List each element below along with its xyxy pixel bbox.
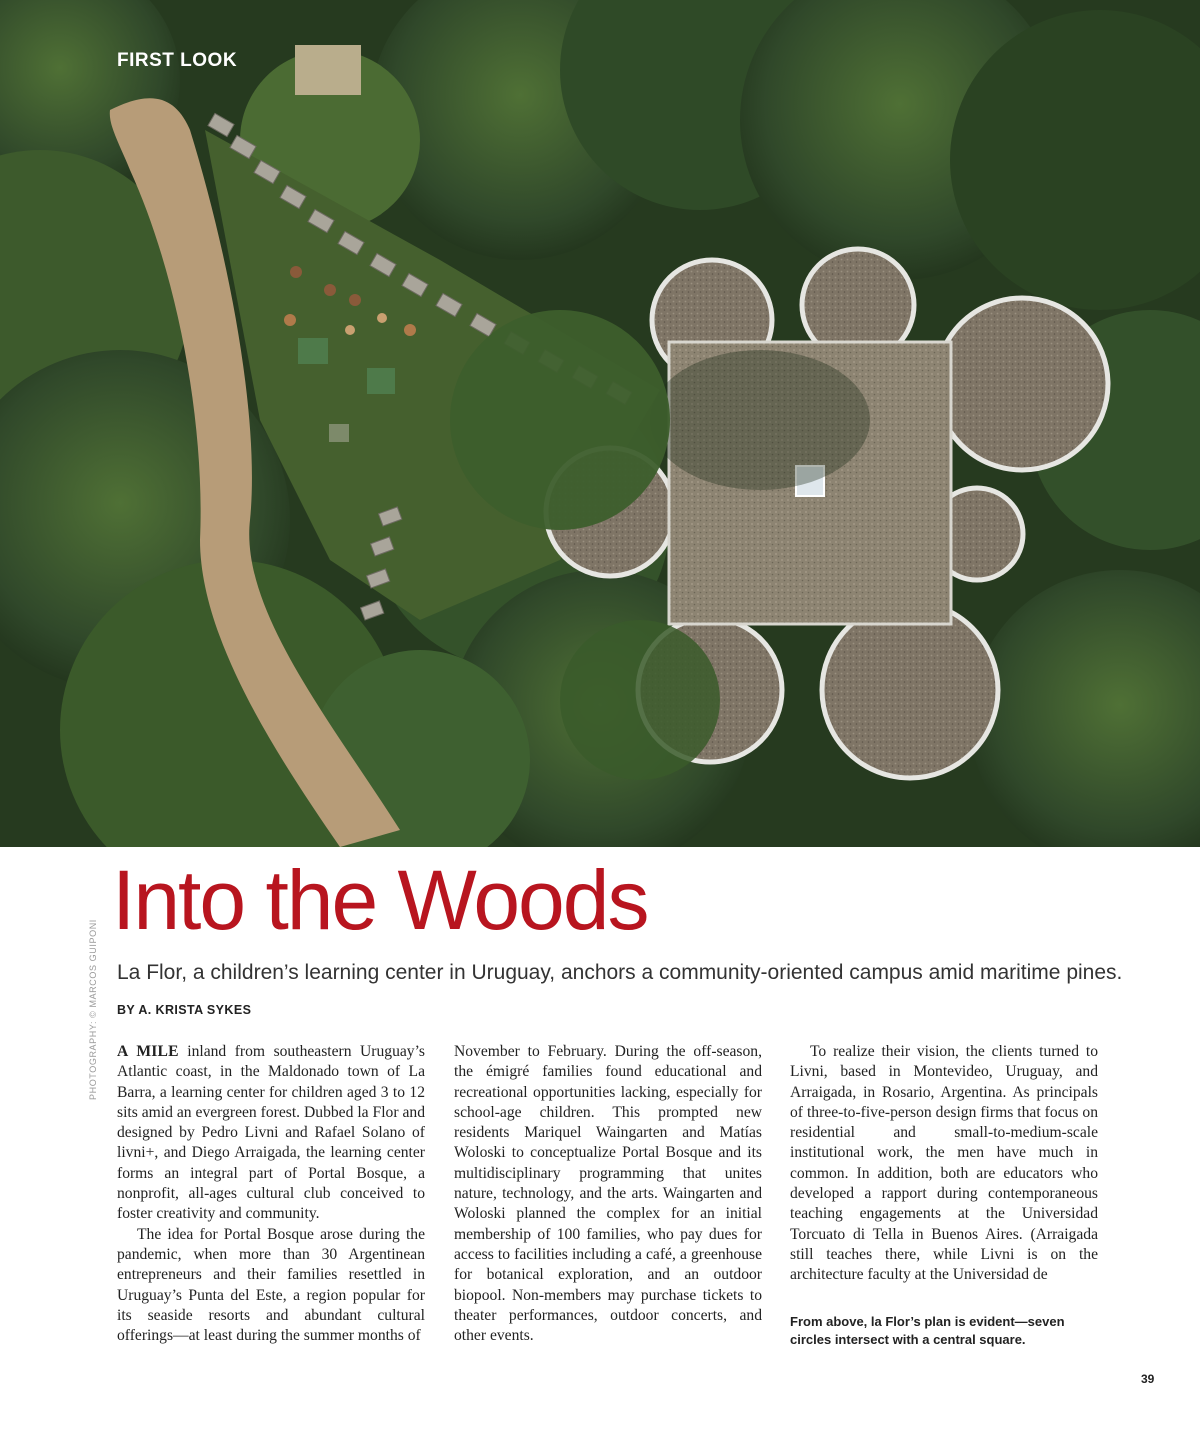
body-paragraph: November to February. During the off-season, the émigré families found educational and recreational opportunities lacking, especially for school-age children. This prompted new residents Mariquel Waingarten and Matías Woloski to conceptualize Portal Bosque and its multidisciplinary programming that unites nature, technology, and the arts. Waingarten and Woloski planned the complex for an initial membership of 100 families, who pay dues for access to facilities including a café, a greenhouse for botanical exploration, and an outdoor biopool. Non-members may purchase tickets to theater performances, outdoor concerts, and other events.	[454, 1043, 762, 1345]
deck: La Flor, a children’s learning center in Uruguay, anchors a community-oriented campus amid maritime pines.	[117, 961, 1123, 984]
photo-caption: From above, la Flor’s plan is evident—seven circles intersect with a central square.	[790, 1314, 1065, 1347]
body-column-2	[454, 1042, 762, 1346]
body-column-1	[117, 1042, 425, 1346]
photo-credit: PHOTOGRAPHY: © MARCOS GUIPONI	[88, 919, 98, 1100]
blanket	[295, 45, 361, 95]
body-paragraph: A MILE inland from southeastern Uruguay’s Atlantic coast, in the Maldonado town of La Barra, a learning center for children aged 3 to 12 sits amid an evergreen forest. Dubbed la Flor and designed by Pedro Livni and Rafael Solano of livni+, and Diego Arraigada, the learning center forms an integral part of Portal Bosque, a nonprofit, all-ages cultural club conceived to foster creativity and community.	[117, 1043, 425, 1223]
body-column-3	[790, 1042, 1098, 1286]
body-paragraph: The idea for Portal Bosque arose during the pandemic, when more than 30 Argentinean entrepreneurs and their families resettled in Uruguay’s Punta del Este, a region popular for its seaside resorts and abundant cultural offerings—at least during the summer months of	[117, 1225, 425, 1345]
lead-in: A MILE	[117, 1043, 179, 1060]
body-paragraph: To realize their vision, the clients turned to Livni, based in Montevideo, Uruguay, and Arraigada, in Rosario, Argentina. As principals of three-to-five-person design firms that focus on residential and small-to-medium-scale institutional work, the men have much in common. In addition, both are educators who developed a rapport during contemporaneous teaching engagements at the Universidad Torcuato di Tella in Buenos Aires. (Arraigada still teaches there, while Livni is on the architecture faculty at the Universidad de	[790, 1043, 1098, 1284]
headline: Into the Woods	[112, 853, 648, 947]
page-number: 39	[1141, 1372, 1155, 1386]
byline: BY A. KRISTA SYKES	[117, 1003, 252, 1017]
section-label: FIRST LOOK	[117, 50, 238, 71]
roof-shadow	[650, 350, 870, 490]
